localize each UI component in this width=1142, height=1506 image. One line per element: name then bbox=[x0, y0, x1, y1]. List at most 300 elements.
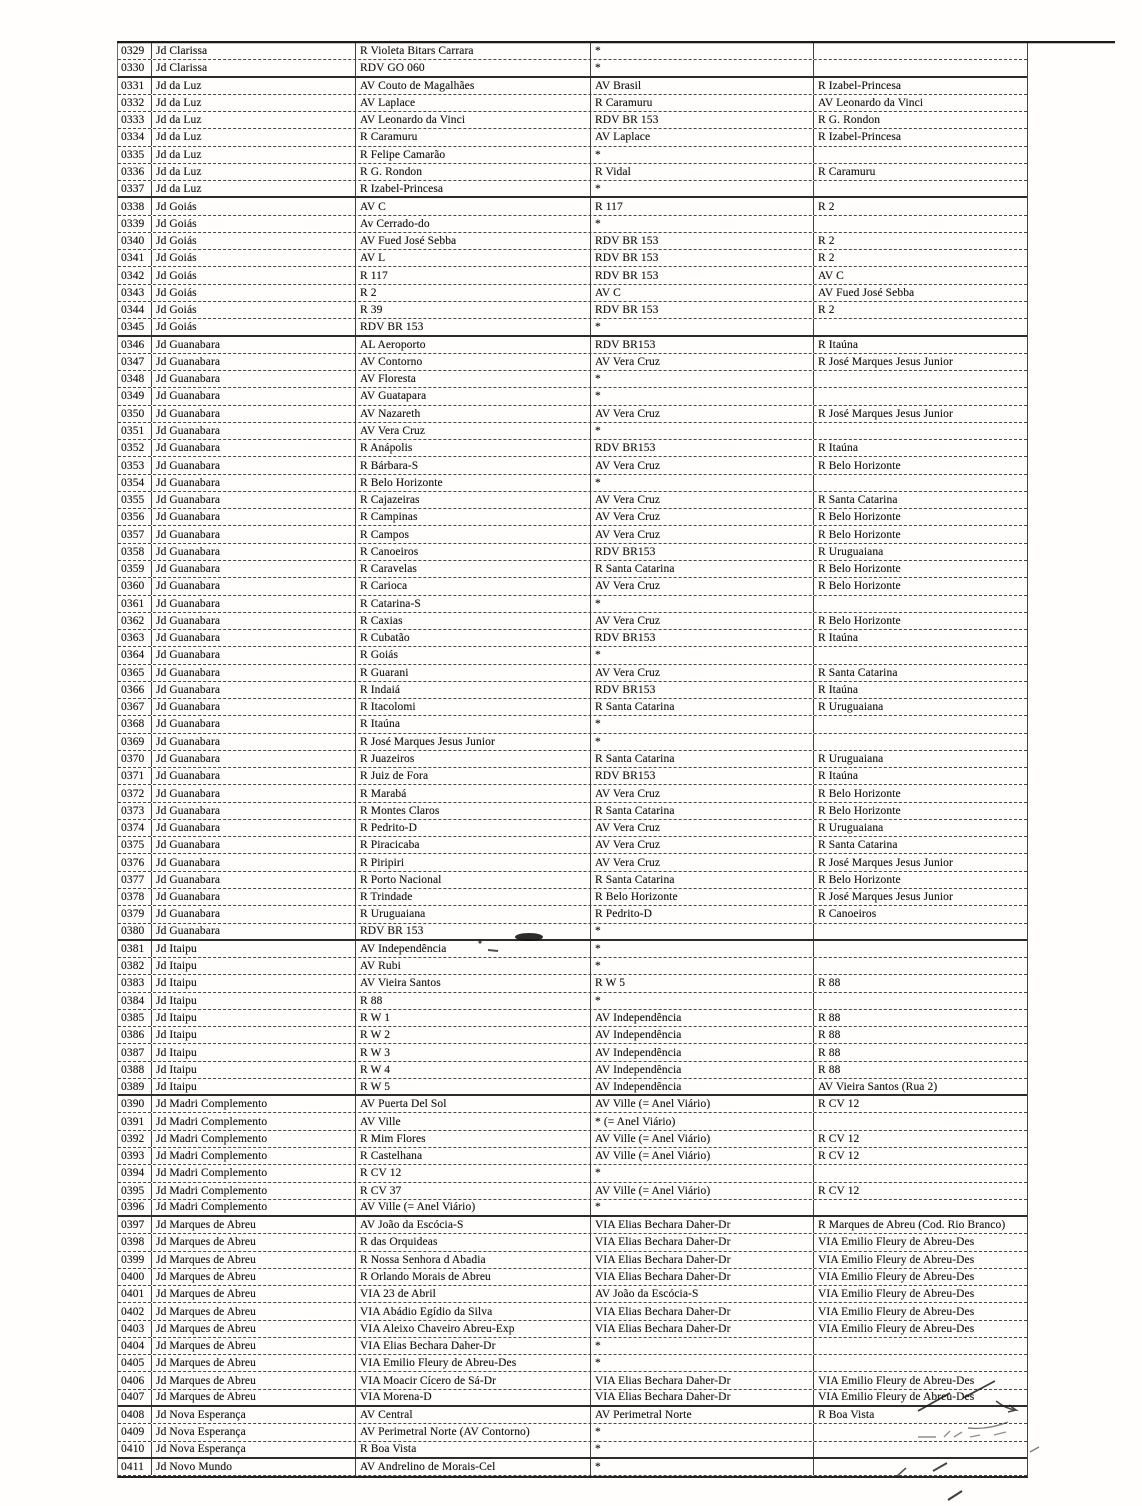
cell-district: Jd Guanabara bbox=[152, 544, 356, 560]
table-row bbox=[118, 837, 1027, 854]
cell-cross2: VIA Emilio Fleury de Abreu-Des bbox=[818, 1288, 975, 1301]
table-row bbox=[118, 699, 1027, 716]
table-row bbox=[118, 578, 1027, 595]
cell-id: 0333 bbox=[118, 112, 152, 128]
cell-cross1: * bbox=[591, 371, 814, 387]
cell-district: Jd Guanabara bbox=[152, 906, 356, 922]
cell-cross1: AV João da Escócia-S bbox=[591, 1286, 814, 1302]
cell-street: AV Perimetral Norte (AV Contorno) bbox=[356, 1424, 591, 1440]
cell-street: R Piracicaba bbox=[356, 837, 591, 853]
cell-id: 0374 bbox=[118, 820, 152, 836]
table-row bbox=[118, 95, 1027, 112]
cell-district: Jd Madri Complemento bbox=[152, 1113, 356, 1129]
cell-cross1: * bbox=[591, 1442, 814, 1457]
table-row bbox=[118, 958, 1027, 975]
table-row bbox=[118, 129, 1027, 146]
cell-street: R Marabá bbox=[356, 785, 591, 801]
table-row bbox=[118, 43, 1027, 60]
cell-cross2: R Belo Horizonte bbox=[818, 563, 901, 576]
cell-cross1: RDV BR 153 bbox=[591, 112, 814, 128]
table-row bbox=[118, 1131, 1027, 1148]
cell-district: Jd Goiás bbox=[152, 233, 356, 249]
cell-district: Jd Guanabara bbox=[152, 388, 356, 404]
table-row bbox=[118, 285, 1027, 302]
table-row bbox=[118, 734, 1027, 751]
cell-district: Jd Itaipu bbox=[152, 1027, 356, 1043]
cell-cross2: VIA Emilio Fleury de Abreu-Des bbox=[818, 1305, 975, 1318]
table-row bbox=[118, 1234, 1027, 1251]
cell-street: R W 5 bbox=[356, 1079, 591, 1094]
cell-id: 0388 bbox=[118, 1062, 152, 1078]
cell-cross2: R Canoeiros bbox=[818, 908, 877, 921]
cell-id: 0380 bbox=[118, 924, 152, 939]
cell-cross1: AV Vera Cruz bbox=[591, 613, 814, 629]
cell-id: 0383 bbox=[118, 975, 152, 991]
cell-cross1: R 117 bbox=[591, 198, 814, 214]
cell-cross1: VIA Elias Bechara Daher-Dr bbox=[591, 1252, 814, 1268]
table-row bbox=[118, 475, 1027, 492]
cell-cross1: AV Vera Cruz bbox=[591, 492, 814, 508]
table-row bbox=[118, 993, 1027, 1010]
cell-cross1: AV Ville (= Anel Viário) bbox=[591, 1183, 814, 1199]
cell-district: Jd da Luz bbox=[152, 164, 356, 180]
cell-street: R Juiz de Fora bbox=[356, 768, 591, 784]
cell-cross2: R 2 bbox=[818, 235, 835, 248]
cell-id: 0366 bbox=[118, 682, 152, 698]
cell-street: R Piripiri bbox=[356, 854, 591, 870]
cell-id: 0337 bbox=[118, 181, 152, 196]
cell-id: 0410 bbox=[118, 1442, 152, 1457]
cell-district: Jd Guanabara bbox=[152, 647, 356, 663]
table-row bbox=[118, 924, 1027, 941]
cell-district: Jd Nova Esperança bbox=[152, 1442, 356, 1457]
cell-cross2: R Uruguaiana bbox=[818, 545, 884, 558]
cell-cross2: R Marques de Abreu (Cod. Rio Branco) bbox=[818, 1219, 1006, 1232]
cell-cross1: VIA Elias Bechara Daher-Dr bbox=[591, 1372, 814, 1388]
cell-cross2: R 88 bbox=[818, 1029, 841, 1042]
cell-cross1: * bbox=[591, 147, 814, 163]
table-row bbox=[118, 872, 1027, 889]
cell-cross1: * bbox=[591, 43, 814, 59]
cell-cross1: AV Vera Cruz bbox=[591, 837, 814, 853]
cell-district: Jd Madri Complemento bbox=[152, 1148, 356, 1164]
cell-district: Jd Itaipu bbox=[152, 941, 356, 957]
cell-cross2: R Itaúna bbox=[818, 632, 859, 645]
cell-id: 0357 bbox=[118, 526, 152, 542]
cell-cross2 bbox=[814, 216, 1027, 232]
cell-district: Jd Guanabara bbox=[152, 734, 356, 750]
cell-street: R Caravelas bbox=[356, 561, 591, 577]
cell-id: 0354 bbox=[118, 475, 152, 491]
cell-district: Jd Marques de Abreu bbox=[152, 1390, 356, 1405]
cell-street: R Uruguaiana bbox=[356, 906, 591, 922]
cell-cross2 bbox=[814, 734, 1027, 750]
cell-district: Jd Guanabara bbox=[152, 889, 356, 905]
cell-district: Jd Goiás bbox=[152, 267, 356, 283]
cell-district: Jd Marques de Abreu bbox=[152, 1234, 356, 1250]
cell-street: R Nossa Senhora d Abadia bbox=[356, 1252, 591, 1268]
cell-district: Jd Guanabara bbox=[152, 751, 356, 767]
cell-street: AL Aeroporto bbox=[356, 337, 591, 353]
table-row bbox=[118, 1269, 1027, 1286]
cell-cross2 bbox=[814, 1165, 1027, 1181]
cell-street: R Campinas bbox=[356, 509, 591, 525]
table-row bbox=[118, 1424, 1027, 1441]
cell-id: 0406 bbox=[118, 1372, 152, 1388]
cell-cross1: * bbox=[591, 924, 814, 939]
cell-id: 0360 bbox=[118, 578, 152, 594]
cell-id: 0408 bbox=[118, 1407, 152, 1423]
cell-district: Jd Madri Complemento bbox=[152, 1200, 356, 1215]
cell-cross2: R 2 bbox=[818, 252, 835, 265]
table-row bbox=[118, 1459, 1027, 1476]
table-row bbox=[118, 647, 1027, 664]
cell-cross2 bbox=[814, 716, 1027, 732]
cell-cross1: RDV BR153 bbox=[591, 630, 814, 646]
table-row bbox=[118, 1321, 1027, 1338]
cell-cross1: AV Vera Cruz bbox=[591, 526, 814, 542]
cell-cross1: AV Vera Cruz bbox=[591, 854, 814, 870]
cell-street: RDV GO 060 bbox=[356, 60, 591, 75]
cell-cross1: RDV BR153 bbox=[591, 337, 814, 353]
cell-street: R Pedrito-D bbox=[356, 820, 591, 836]
cell-cross2 bbox=[814, 181, 1027, 196]
cell-cross1: * bbox=[591, 423, 814, 439]
table-row bbox=[118, 250, 1027, 267]
cell-cross1: RDV BR 153 bbox=[591, 267, 814, 283]
cell-district: Jd Guanabara bbox=[152, 354, 356, 370]
cell-district: Jd Guanabara bbox=[152, 785, 356, 801]
cell-street: R 117 bbox=[356, 267, 591, 283]
cell-cross1: RDV BR153 bbox=[591, 682, 814, 698]
cell-id: 0356 bbox=[118, 509, 152, 525]
table-row bbox=[118, 440, 1027, 457]
cell-cross2: R G. Rondon bbox=[818, 114, 881, 127]
cell-id: 0375 bbox=[118, 837, 152, 853]
cell-cross1: * (= Anel Viário) bbox=[591, 1113, 814, 1129]
cell-id: 0363 bbox=[118, 630, 152, 646]
cell-cross2: AV Leonardo da Vinci bbox=[818, 96, 924, 109]
cell-district: Jd Itaipu bbox=[152, 958, 356, 974]
cell-cross1: * bbox=[591, 216, 814, 232]
cell-district: Jd Guanabara bbox=[152, 406, 356, 422]
cell-cross2: R CV 12 bbox=[818, 1132, 860, 1145]
table-row bbox=[118, 596, 1027, 613]
cell-district: Jd Guanabara bbox=[152, 578, 356, 594]
cell-id: 0379 bbox=[118, 906, 152, 922]
cell-cross1: RDV BR 153 bbox=[591, 250, 814, 266]
cell-district: Jd Goiás bbox=[152, 216, 356, 232]
table-row bbox=[118, 1355, 1027, 1372]
cell-cross1: VIA Elias Bechara Daher-Dr bbox=[591, 1269, 814, 1285]
cell-district: Jd Guanabara bbox=[152, 526, 356, 542]
cell-street: R Catarina-S bbox=[356, 596, 591, 612]
cell-street: R Goiás bbox=[356, 647, 591, 663]
cell-district: Jd Itaipu bbox=[152, 1010, 356, 1026]
cell-cross2 bbox=[814, 43, 1027, 59]
cell-cross2: AV Fued José Sebba bbox=[818, 286, 915, 299]
cell-cross1: RDV BR 153 bbox=[591, 233, 814, 249]
table-row bbox=[118, 1303, 1027, 1320]
cell-cross2: R CV 12 bbox=[818, 1150, 860, 1163]
cell-id: 0376 bbox=[118, 854, 152, 870]
cell-street: R Montes Claros bbox=[356, 803, 591, 819]
cell-district: Jd da Luz bbox=[152, 78, 356, 94]
cell-cross2: R Belo Horizonte bbox=[818, 787, 901, 800]
cell-cross2: R 88 bbox=[818, 1063, 841, 1076]
cell-id: 0396 bbox=[118, 1200, 152, 1215]
table-row bbox=[118, 1044, 1027, 1061]
table-row bbox=[118, 1338, 1027, 1355]
cell-district: Jd Madri Complemento bbox=[152, 1165, 356, 1181]
cell-cross2: R Santa Catarina bbox=[818, 839, 898, 852]
cell-district: Jd Guanabara bbox=[152, 630, 356, 646]
table-row bbox=[118, 78, 1027, 95]
cell-cross1: AV Independência bbox=[591, 1010, 814, 1026]
cell-street: AV Central bbox=[356, 1407, 591, 1423]
table-row bbox=[118, 302, 1027, 319]
table-row bbox=[118, 1286, 1027, 1303]
cell-district: Jd Guanabara bbox=[152, 682, 356, 698]
table-row bbox=[118, 406, 1027, 423]
cell-district: Jd Itaipu bbox=[152, 993, 356, 1009]
cell-id: 0392 bbox=[118, 1131, 152, 1147]
cell-id: 0393 bbox=[118, 1148, 152, 1164]
cell-street: R 88 bbox=[356, 993, 591, 1009]
cell-street: RDV BR 153 bbox=[356, 319, 591, 334]
cell-id: 0402 bbox=[118, 1303, 152, 1319]
cell-district: Jd Clarissa bbox=[152, 43, 356, 59]
cell-street: VIA Morena-D bbox=[356, 1390, 591, 1405]
cell-street: R W 3 bbox=[356, 1044, 591, 1060]
cell-cross2: R Itaúna bbox=[818, 338, 859, 351]
cell-cross2: R Santa Catarina bbox=[818, 494, 898, 507]
cell-id: 0378 bbox=[118, 889, 152, 905]
cell-cross1: * bbox=[591, 941, 814, 957]
cell-id: 0334 bbox=[118, 129, 152, 145]
cell-id: 0398 bbox=[118, 1234, 152, 1250]
cell-district: Jd Guanabara bbox=[152, 596, 356, 612]
cell-district: Jd Marques de Abreu bbox=[152, 1286, 356, 1302]
cell-district: Jd Marques de Abreu bbox=[152, 1252, 356, 1268]
cell-street: VIA 23 de Abril bbox=[356, 1286, 591, 1302]
cell-cross2 bbox=[814, 1442, 1027, 1457]
cell-cross1: * bbox=[591, 1459, 814, 1475]
cell-cross1: AV Ville (= Anel Viário) bbox=[591, 1148, 814, 1164]
cell-street: VIA Abádio Egídio da Silva bbox=[356, 1303, 591, 1319]
cell-district: Jd Madri Complemento bbox=[152, 1096, 356, 1112]
cell-id: 0343 bbox=[118, 285, 152, 301]
cell-cross2: R Belo Horizonte bbox=[818, 580, 901, 593]
cell-cross1: AV Vera Cruz bbox=[591, 665, 814, 681]
cell-cross2: R Uruguaiana bbox=[818, 753, 884, 766]
cell-district: Jd Guanabara bbox=[152, 337, 356, 353]
cell-cross2: R José Marques Jesus Junior bbox=[818, 407, 953, 420]
cell-cross1: AV Vera Cruz bbox=[591, 820, 814, 836]
cell-id: 0339 bbox=[118, 216, 152, 232]
cell-cross1: * bbox=[591, 388, 814, 404]
table-row bbox=[118, 267, 1027, 284]
pen-slash-icon bbox=[1030, 1447, 1039, 1452]
table-row bbox=[118, 60, 1027, 77]
table-row bbox=[118, 854, 1027, 871]
cell-district: Jd Itaipu bbox=[152, 975, 356, 991]
cell-cross2: R Itaúna bbox=[818, 683, 859, 696]
cell-district: Jd da Luz bbox=[152, 95, 356, 111]
table-row bbox=[118, 630, 1027, 647]
cell-street: AV C bbox=[356, 198, 591, 214]
cell-cross2: VIA Emilio Fleury de Abreu-Des bbox=[818, 1270, 975, 1283]
table-row bbox=[118, 337, 1027, 354]
cell-cross1: AV Ville (= Anel Viário) bbox=[591, 1096, 814, 1112]
cell-cross1: * bbox=[591, 1200, 814, 1215]
cell-street: AV Ville (= Anel Viário) bbox=[356, 1200, 591, 1215]
cell-street: AV Nazareth bbox=[356, 406, 591, 422]
cell-district: Jd Madri Complemento bbox=[152, 1131, 356, 1147]
cell-id: 0345 bbox=[118, 319, 152, 334]
cell-id: 0350 bbox=[118, 406, 152, 422]
cell-cross2 bbox=[814, 60, 1027, 75]
cell-street: R Castelhana bbox=[356, 1148, 591, 1164]
cell-id: 0394 bbox=[118, 1165, 152, 1181]
table-row bbox=[118, 906, 1027, 923]
cell-district: Jd Guanabara bbox=[152, 768, 356, 784]
cell-street: R Carioca bbox=[356, 578, 591, 594]
cell-id: 0404 bbox=[118, 1338, 152, 1354]
cell-district: Jd Guanabara bbox=[152, 699, 356, 715]
cell-street: AV João da Escócia-S bbox=[356, 1217, 591, 1233]
cell-district: Jd Madri Complemento bbox=[152, 1183, 356, 1199]
cell-id: 0371 bbox=[118, 768, 152, 784]
cell-cross1: R W 5 bbox=[591, 975, 814, 991]
cell-district: Jd Guanabara bbox=[152, 492, 356, 508]
cell-district: Jd da Luz bbox=[152, 181, 356, 196]
cell-cross1: * bbox=[591, 958, 814, 974]
pen-slash-icon bbox=[948, 1491, 962, 1500]
cell-cross2: AV C bbox=[818, 269, 844, 282]
cell-district: Jd Guanabara bbox=[152, 872, 356, 888]
cell-cross1: AV Independência bbox=[591, 1062, 814, 1078]
cell-street: AV Andrelino de Morais-Cel bbox=[356, 1459, 591, 1475]
table-row bbox=[118, 371, 1027, 388]
cell-cross2: R Izabel-Princesa bbox=[818, 131, 902, 144]
cell-street: R Belo Horizonte bbox=[356, 475, 591, 491]
cell-id: 0349 bbox=[118, 388, 152, 404]
table-row bbox=[118, 561, 1027, 578]
cell-cross2: R CV 12 bbox=[818, 1184, 860, 1197]
cell-id: 0369 bbox=[118, 734, 152, 750]
cell-cross2 bbox=[814, 647, 1027, 663]
cell-cross1: RDV BR 153 bbox=[591, 302, 814, 318]
cell-id: 0341 bbox=[118, 250, 152, 266]
cell-id: 0348 bbox=[118, 371, 152, 387]
cell-street: AV Floresta bbox=[356, 371, 591, 387]
cell-cross2: R Belo Horizonte bbox=[818, 804, 901, 817]
table-row bbox=[118, 233, 1027, 250]
table-row bbox=[118, 803, 1027, 820]
cell-district: Jd Guanabara bbox=[152, 837, 356, 853]
cell-id: 0395 bbox=[118, 1183, 152, 1199]
cell-id: 0407 bbox=[118, 1390, 152, 1405]
table-row bbox=[118, 785, 1027, 802]
table-row bbox=[118, 457, 1027, 474]
cell-district: Jd Guanabara bbox=[152, 423, 356, 439]
cell-id: 0377 bbox=[118, 872, 152, 888]
cell-cross1: VIA Elias Bechara Daher-Dr bbox=[591, 1217, 814, 1233]
cell-street: R Cajazeiras bbox=[356, 492, 591, 508]
cell-district: Jd Clarissa bbox=[152, 60, 356, 75]
table-row bbox=[118, 112, 1027, 129]
cell-cross1: R Santa Catarina bbox=[591, 872, 814, 888]
cell-street: AV Rubi bbox=[356, 958, 591, 974]
cell-cross1: * bbox=[591, 1424, 814, 1440]
cell-street: R Violeta Bitars Carrara bbox=[356, 43, 591, 59]
cell-cross1: RDV BR153 bbox=[591, 544, 814, 560]
cell-cross2: R José Marques Jesus Junior bbox=[818, 891, 953, 904]
table-row bbox=[118, 1217, 1027, 1234]
cell-cross2 bbox=[814, 1459, 1027, 1475]
cell-district: Jd Marques de Abreu bbox=[152, 1355, 356, 1371]
cell-cross2: R Belo Horizonte bbox=[818, 459, 901, 472]
cell-district: Jd Itaipu bbox=[152, 1062, 356, 1078]
cell-id: 0373 bbox=[118, 803, 152, 819]
cell-cross2 bbox=[814, 1200, 1027, 1215]
cell-cross2: R 88 bbox=[818, 1012, 841, 1024]
cell-id: 0386 bbox=[118, 1027, 152, 1043]
table-row bbox=[118, 751, 1027, 768]
cell-cross2: R Itaúna bbox=[818, 770, 859, 783]
cell-cross2 bbox=[814, 1355, 1027, 1371]
cell-street: R Campos bbox=[356, 526, 591, 542]
cell-cross1: R Santa Catarina bbox=[591, 751, 814, 767]
table-row bbox=[118, 1442, 1027, 1459]
cell-cross2 bbox=[814, 1338, 1027, 1354]
cell-cross1: AV Vera Cruz bbox=[591, 354, 814, 370]
cell-cross2: R Belo Horizonte bbox=[818, 528, 901, 541]
cell-cross1: R Vidal bbox=[591, 164, 814, 180]
cell-district: Jd Guanabara bbox=[152, 665, 356, 681]
cell-cross2: AV Vieira Santos (Rua 2) bbox=[818, 1080, 938, 1093]
cell-id: 0400 bbox=[118, 1269, 152, 1285]
cell-district: Jd Guanabara bbox=[152, 561, 356, 577]
cell-district: Jd Guanabara bbox=[152, 716, 356, 732]
cell-district: Jd Marques de Abreu bbox=[152, 1338, 356, 1354]
table-row bbox=[118, 1372, 1027, 1389]
cell-cross2: R Itaúna bbox=[818, 442, 859, 455]
cell-cross1: * bbox=[591, 647, 814, 663]
table-row bbox=[118, 889, 1027, 906]
cell-district: Jd Goiás bbox=[152, 198, 356, 214]
table-row bbox=[118, 198, 1027, 215]
cell-id: 0391 bbox=[118, 1113, 152, 1129]
cell-street: AV L bbox=[356, 250, 591, 266]
cell-id: 0389 bbox=[118, 1079, 152, 1094]
cell-cross1: VIA Elias Bechara Daher-Dr bbox=[591, 1234, 814, 1250]
table-row bbox=[118, 1027, 1027, 1044]
cell-id: 0351 bbox=[118, 423, 152, 439]
table-row bbox=[118, 1252, 1027, 1269]
cell-street: R CV 37 bbox=[356, 1183, 591, 1199]
table-row bbox=[118, 147, 1027, 164]
cell-district: Jd Guanabara bbox=[152, 457, 356, 473]
cell-street: R Itaúna bbox=[356, 716, 591, 732]
cell-district: Jd Guanabara bbox=[152, 613, 356, 629]
table-row bbox=[118, 1165, 1027, 1182]
cell-street: AV Laplace bbox=[356, 95, 591, 111]
cell-street: R Bárbara-S bbox=[356, 457, 591, 473]
cell-cross1: AV Ville (= Anel Viário) bbox=[591, 1131, 814, 1147]
cell-cross2 bbox=[814, 423, 1027, 439]
